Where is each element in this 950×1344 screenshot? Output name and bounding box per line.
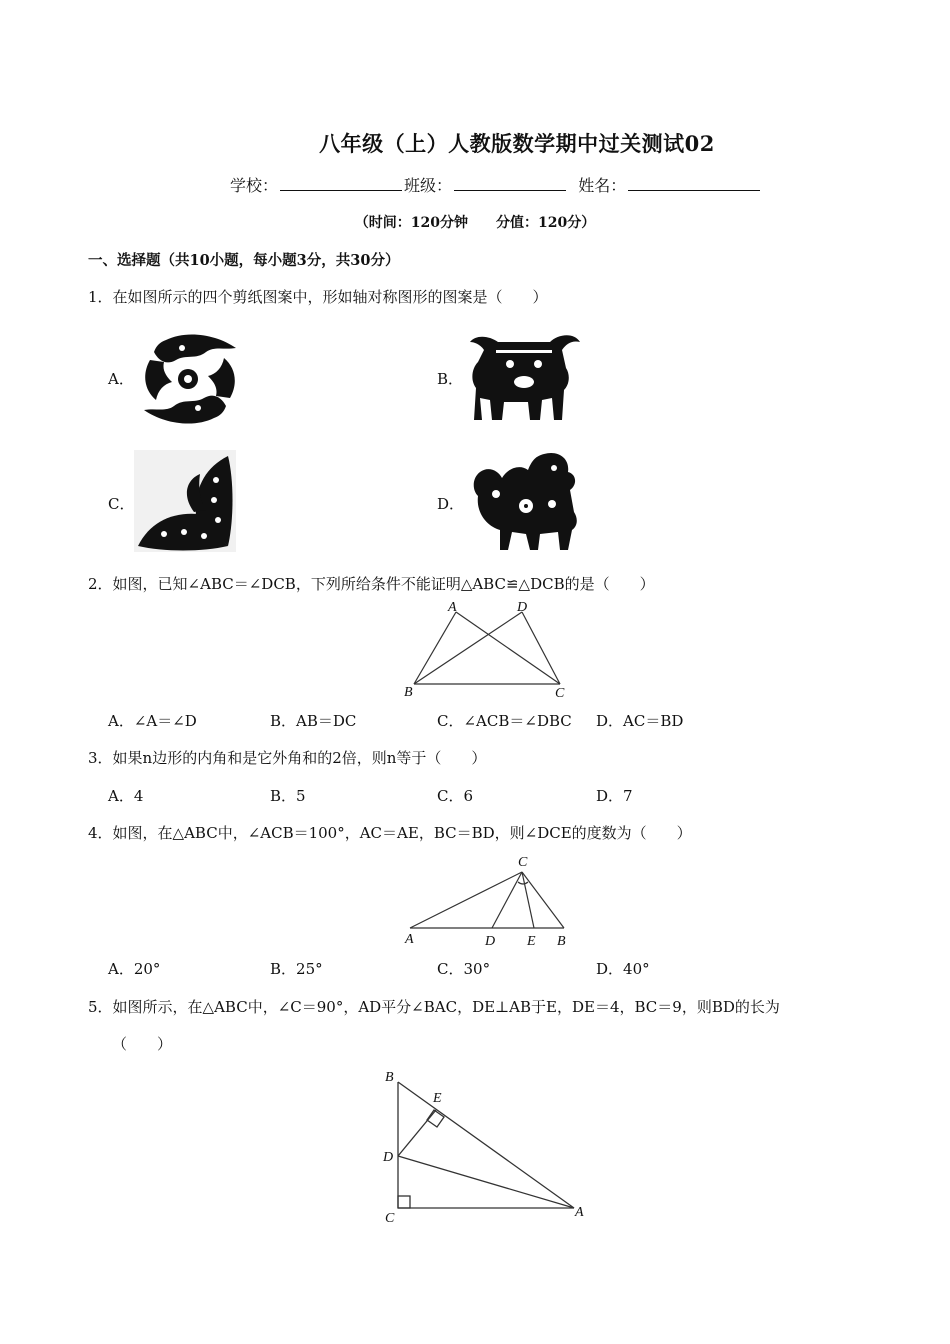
q3-option-a: A．4 — [108, 787, 144, 805]
q5-label-d: D — [383, 1150, 394, 1165]
q4-label-b: B — [557, 934, 566, 949]
section-heading: 一、选择题（共10小题，每小题3分，共30分） — [88, 252, 400, 269]
q2-option-b: B．AB＝DC — [270, 712, 357, 730]
q4-label-a: A — [405, 932, 414, 947]
class-label: 班级： — [404, 176, 453, 195]
q4-option-c: C．30° — [437, 960, 491, 978]
q4-option-a: A．20° — [108, 960, 161, 978]
papercut-ox-icon — [466, 328, 582, 428]
q2-label-c: C — [555, 686, 565, 701]
q5-right-triangle-figure — [378, 1064, 590, 1230]
q4-label-c: C — [518, 855, 528, 870]
q2-label-a: A — [448, 600, 457, 615]
question-2-stem: 2．如图，已知∠ABC＝∠DCB，下列所给条件不能证明△ABC≌△DCB的是（ ） — [88, 575, 655, 593]
papercut-rooster-icon — [466, 450, 592, 554]
school-blank — [280, 174, 402, 191]
q4-option-d: D．40° — [596, 960, 650, 978]
q5-label-e: E — [433, 1091, 442, 1106]
q2-option-a: A．∠A＝∠D — [108, 712, 197, 730]
q4-label-e: E — [527, 934, 536, 949]
q2-label-d: D — [517, 600, 528, 615]
q3-option-c: C．6 — [437, 787, 474, 805]
question-4-stem: 4．如图，在△ABC中，∠ACB＝100°，AC＝AE，BC＝BD，则∠DCE的度数为（ ） — [88, 824, 692, 842]
q1-option-c: C． — [108, 495, 135, 513]
q3-option-b: B．5 — [270, 787, 306, 805]
time-score-line: （时间：120分钟 分值：120分） — [354, 215, 596, 231]
q2-option-d: D．AC＝BD — [596, 712, 684, 730]
student-info-line — [230, 173, 762, 196]
q5-label-b: B — [385, 1070, 394, 1085]
page-title: 八年级（上）人教版数学期中过关测试02 — [319, 131, 715, 156]
question-1-stem: 1．在如图所示的四个剪纸图案中，形如轴对称图形的图案是（ ） — [88, 288, 548, 306]
q1-option-a: A． — [108, 370, 134, 388]
q2-option-c: C．∠ACB＝∠DBC — [437, 712, 572, 730]
q2-label-b: B — [404, 685, 413, 700]
q5-label-c: C — [385, 1211, 395, 1226]
papercut-fish-icon — [136, 330, 244, 428]
class-blank — [454, 174, 566, 191]
q4-option-b: B．25° — [270, 960, 323, 978]
q5-label-a: A — [575, 1205, 584, 1220]
name-blank — [628, 174, 760, 191]
q4-label-d: D — [485, 934, 496, 949]
school-label: 学校： — [230, 176, 279, 195]
q4-triangle-figure — [400, 850, 580, 950]
q3-option-d: D．7 — [596, 787, 633, 805]
question-3-stem: 3．如果n边形的内角和是它外角和的2倍，则n等于（ ） — [88, 749, 487, 767]
name-label: 姓名： — [578, 176, 627, 195]
q2-triangle-figure — [400, 598, 580, 702]
question-5-bracket: （ ） — [112, 1035, 173, 1053]
q1-option-b: B． — [437, 370, 464, 388]
papercut-butterfly-icon — [134, 450, 236, 552]
question-5-stem: 5．如图所示，在△ABC中，∠C＝90°，AD平分∠BAC，DE⊥AB于E，DE＝4，BC＝9，则BD的长为 — [88, 998, 780, 1016]
q1-option-d: D． — [437, 495, 465, 513]
